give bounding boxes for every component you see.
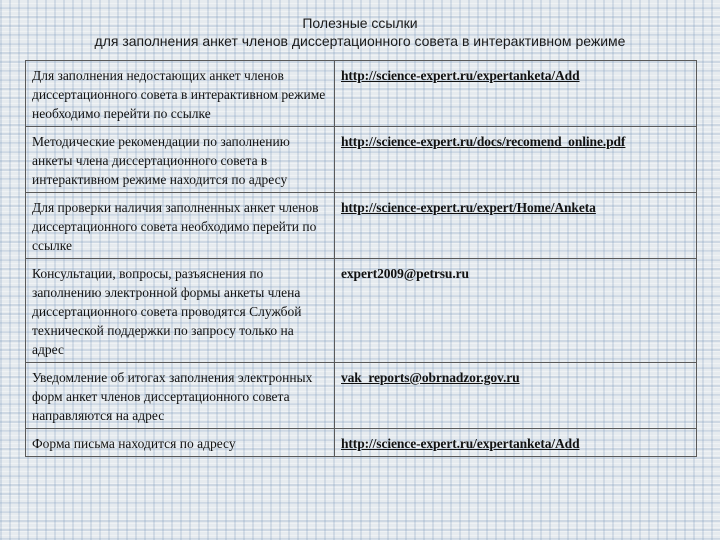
- row-link-cell: [335, 259, 697, 363]
- row-description: Методические рекомендации по заполнению анкеты члена диссертационного совета в интерактивном режиме находится по адресу: [26, 127, 335, 193]
- table-row: [26, 259, 697, 363]
- table-row: [26, 429, 697, 457]
- page-header: [0, 14, 720, 50]
- row-description: Для заполнения недостающих анкет членов диссертационного совета в интерактивном режиме необходимо перейти по ссылке: [26, 61, 335, 127]
- row-description: Форма письма находится по адресу: [26, 429, 335, 457]
- row-link-cell: [335, 127, 697, 193]
- reports-email[interactable]: vak_reports@obrnadzor.gov.ru: [341, 370, 520, 385]
- row-link-cell: [335, 363, 697, 429]
- row-description: Уведомление об итогах заполнения электронных форм анкет членов диссертационного совета направляются на адрес: [26, 363, 335, 429]
- row-link-cell: [335, 193, 697, 259]
- link-add-anketa[interactable]: http://science-expert.ru/expertanketa/Add: [341, 68, 580, 83]
- table-row: [26, 363, 697, 429]
- links-table: [25, 60, 697, 457]
- row-description: Для проверки наличия заполненных анкет членов диссертационного совета необходимо перейти по ссылке: [26, 193, 335, 259]
- table-row: [26, 127, 697, 193]
- support-email[interactable]: expert2009@petrsu.ru: [341, 266, 469, 281]
- row-link-cell: [335, 61, 697, 127]
- link-letter-form[interactable]: http://science-expert.ru/expertanketa/Add: [341, 436, 580, 451]
- page-subtitle: для заполнения анкет членов диссертационного совета в интерактивном режиме: [94, 33, 626, 49]
- link-recommendations-pdf[interactable]: http://science-expert.ru/docs/recomend_online.pdf: [341, 134, 626, 149]
- link-check-anketa[interactable]: http://science-expert.ru/expert/Home/Anketa: [341, 200, 596, 215]
- table-row: [26, 193, 697, 259]
- row-link-cell: [335, 429, 697, 457]
- page-title: Полезные ссылки: [302, 15, 418, 31]
- table-row: [26, 61, 697, 127]
- row-description: Консультации, вопросы, разъяснения по заполнению электронной формы анкеты члена диссертационного совета проводятся Службой технической поддержки по запросу только на адрес: [26, 259, 335, 363]
